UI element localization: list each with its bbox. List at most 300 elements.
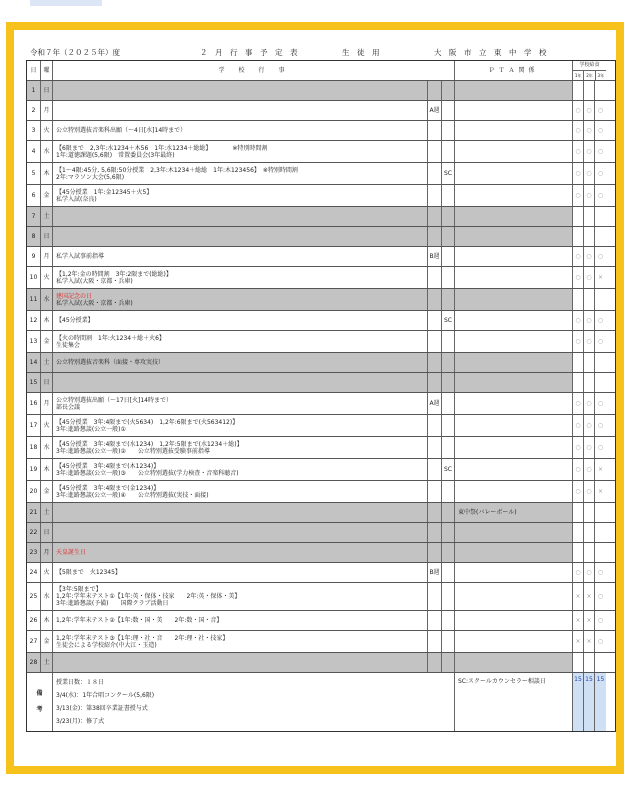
lunch-mark: ○ bbox=[594, 163, 606, 184]
event-line: 3年:進路懇談(公立一般)④ 公立特別選抜(実技・面接) bbox=[56, 491, 209, 499]
row-week-mark bbox=[427, 481, 441, 502]
lunch-mark: ○ bbox=[594, 583, 606, 610]
row-week-mark bbox=[427, 543, 441, 562]
event-line: 私学入試事前指導 bbox=[56, 253, 105, 260]
row-pta bbox=[454, 353, 572, 372]
lunch-mark: ○ bbox=[594, 311, 606, 330]
row-events bbox=[52, 331, 427, 352]
event-line: 【45分授業 3年:4限まで(水1234) 1,2年:5限まで(水1234＋総)】 bbox=[56, 440, 243, 448]
row-day: 20 bbox=[29, 488, 38, 495]
row-events bbox=[52, 631, 427, 652]
table-row bbox=[27, 542, 615, 562]
row-week-mark bbox=[427, 583, 441, 610]
lunch-mark bbox=[594, 523, 606, 542]
remark-line: 授業日数：１８日 bbox=[56, 679, 105, 686]
row-events bbox=[52, 163, 427, 184]
lunch-mark bbox=[594, 503, 606, 522]
row-week-mark bbox=[427, 331, 441, 352]
table-row bbox=[27, 480, 615, 502]
event-line: 生徒集会 bbox=[56, 341, 81, 349]
lunch-mark bbox=[572, 207, 583, 226]
row-sc-mark bbox=[441, 503, 454, 522]
row-weekday: 火 bbox=[40, 267, 52, 288]
row-week-mark bbox=[427, 415, 441, 436]
lunch-mark: ○ bbox=[572, 437, 583, 458]
event-line: 3年:進路懇談(予備) 国際クラブ活動日 bbox=[56, 600, 169, 607]
row-day: 16 bbox=[29, 400, 38, 407]
row-weekday: 火 bbox=[40, 415, 52, 436]
row-week-mark bbox=[427, 311, 441, 330]
table-row bbox=[27, 162, 615, 184]
lunch-mark: ○ bbox=[572, 563, 583, 582]
row-sc-mark bbox=[441, 523, 454, 542]
row-events bbox=[52, 459, 427, 480]
lunch-mark: × bbox=[594, 267, 606, 288]
row-day: 3 bbox=[31, 127, 36, 134]
row-day: 15 bbox=[27, 373, 40, 392]
lunch-mark bbox=[594, 207, 606, 226]
row-weekday: 土 bbox=[40, 207, 52, 226]
row-events bbox=[52, 543, 427, 562]
lunch-mark: ○ bbox=[572, 185, 583, 206]
row-day: 13 bbox=[29, 338, 38, 345]
table-row bbox=[27, 100, 615, 120]
lunch-mark: × bbox=[583, 631, 594, 652]
lunch-mark: ○ bbox=[572, 247, 583, 266]
row-sc-mark bbox=[441, 543, 454, 562]
row-pta bbox=[454, 101, 572, 120]
row-pta bbox=[454, 311, 572, 330]
remarks-label-top: 備 bbox=[36, 690, 43, 697]
row-day: 8 bbox=[27, 227, 40, 246]
row-weekday: 木 bbox=[40, 459, 52, 480]
row-events bbox=[52, 393, 427, 414]
row-pta bbox=[454, 523, 572, 542]
row-week-mark bbox=[427, 437, 441, 458]
row-weekday: 日 bbox=[40, 227, 52, 246]
table-row bbox=[27, 414, 615, 436]
lunch-mark: ○ bbox=[572, 163, 583, 184]
row-day: 19 bbox=[29, 466, 38, 473]
row-sc-mark bbox=[441, 583, 454, 610]
lunch-mark: ○ bbox=[594, 563, 606, 582]
lunch-count: 15 bbox=[594, 673, 606, 731]
lunch-mark bbox=[594, 227, 606, 246]
table-row bbox=[27, 582, 615, 610]
row-sc-mark bbox=[441, 267, 454, 288]
event-line: 1年:道徳課題(5,6限) 常置委員会(3年最終) bbox=[56, 151, 175, 159]
event-line: 【45分授業 3年:4限まで(火5634) 1,2年:6限まで(火563412)】 bbox=[56, 418, 239, 426]
row-sc-mark bbox=[441, 289, 454, 310]
row-sc-mark bbox=[441, 353, 454, 372]
table-row bbox=[27, 436, 615, 458]
row-pta bbox=[454, 543, 572, 562]
row-sc-mark bbox=[441, 631, 454, 652]
row-sc-mark bbox=[441, 563, 454, 582]
row-weekday: 金 bbox=[40, 481, 52, 502]
lunch-mark bbox=[583, 543, 594, 562]
row-events bbox=[52, 141, 427, 162]
row-sc-mark bbox=[441, 437, 454, 458]
row-day: 21 bbox=[27, 503, 40, 522]
row-weekday: 日 bbox=[40, 81, 52, 100]
row-week-mark bbox=[427, 267, 441, 288]
table-row bbox=[27, 562, 615, 582]
row-weekday: 日 bbox=[40, 523, 52, 542]
header-weekday: 曜 bbox=[40, 61, 52, 80]
event-line: 部長会議 bbox=[56, 403, 81, 411]
lunch-mark: ○ bbox=[583, 331, 594, 352]
row-events bbox=[52, 289, 427, 310]
row-events bbox=[52, 653, 427, 672]
row-pta bbox=[454, 227, 572, 246]
lunch-mark bbox=[594, 289, 606, 310]
lunch-mark: ○ bbox=[572, 415, 583, 436]
lunch-mark: ○ bbox=[594, 141, 606, 162]
row-week-mark bbox=[427, 503, 441, 522]
row-week-mark: A週 bbox=[427, 393, 441, 414]
row-week-mark bbox=[427, 185, 441, 206]
row-weekday: 金 bbox=[40, 185, 52, 206]
row-sc-mark bbox=[441, 101, 454, 120]
row-sc-mark bbox=[441, 121, 454, 140]
lunch-mark: ○ bbox=[594, 185, 606, 206]
lunch-mark: × bbox=[572, 631, 583, 652]
row-weekday: 金 bbox=[40, 631, 52, 652]
table-header bbox=[27, 61, 615, 80]
event-line: 【3年:5限まで】 bbox=[56, 586, 102, 593]
lunch-mark bbox=[572, 503, 583, 522]
table-row bbox=[27, 352, 615, 372]
lunch-mark: ○ bbox=[594, 393, 606, 414]
header-events: 学 校 行 事 bbox=[52, 61, 454, 80]
header-lunch-grade: 1年 bbox=[574, 73, 582, 78]
row-sc-mark bbox=[441, 185, 454, 206]
row-day: 11 bbox=[27, 289, 40, 310]
lunch-mark bbox=[572, 353, 583, 372]
header-day: 日 bbox=[30, 67, 37, 74]
row-sc-mark bbox=[441, 331, 454, 352]
row-sc-mark bbox=[441, 611, 454, 630]
lunch-mark bbox=[594, 373, 606, 392]
row-events bbox=[52, 267, 427, 288]
row-weekday: 土 bbox=[40, 653, 52, 672]
lunch-mark: ○ bbox=[583, 415, 594, 436]
lunch-count: 15 bbox=[583, 673, 594, 731]
lunch-mark: ○ bbox=[583, 185, 594, 206]
row-events bbox=[52, 437, 427, 458]
row-day: 2 bbox=[31, 107, 36, 114]
row-pta: 東中祭(バレーボール) bbox=[454, 503, 572, 522]
table-row bbox=[27, 392, 615, 414]
event-line: 2年:マラソン大会(5,6限) bbox=[56, 173, 125, 181]
row-weekday: 月 bbox=[40, 543, 52, 562]
table-row bbox=[27, 522, 615, 542]
row-weekday: 水 bbox=[40, 289, 52, 310]
lunch-mark bbox=[572, 653, 583, 672]
document-title bbox=[22, 44, 614, 60]
lunch-mark bbox=[594, 543, 606, 562]
table-row bbox=[27, 140, 615, 162]
row-weekday: 金 bbox=[40, 331, 52, 352]
lunch-mark bbox=[572, 289, 583, 310]
row-day: 18 bbox=[29, 444, 38, 451]
lunch-mark: × bbox=[572, 611, 583, 630]
row-day: 12 bbox=[29, 317, 38, 324]
event-line: 私学入試(大阪・京都・兵庫) bbox=[56, 299, 133, 307]
row-weekday: 木 bbox=[40, 611, 52, 630]
lunch-count: 15 bbox=[572, 673, 583, 731]
table-row bbox=[27, 184, 615, 206]
row-sc-mark bbox=[441, 393, 454, 414]
row-day: 17 bbox=[29, 422, 38, 429]
row-events bbox=[52, 247, 427, 266]
remarks-label-bottom: 考 bbox=[36, 706, 43, 713]
event-line: 【火の時間割 1年:火1234＋総＋火6】 bbox=[56, 334, 165, 342]
remark-line: 3/23(月)：修了式 bbox=[56, 718, 105, 725]
row-week-mark bbox=[427, 353, 441, 372]
row-week-mark bbox=[427, 523, 441, 542]
row-pta bbox=[454, 373, 572, 392]
table-row bbox=[27, 610, 615, 630]
row-pta bbox=[454, 415, 572, 436]
row-sc-mark bbox=[441, 141, 454, 162]
row-events bbox=[52, 121, 427, 140]
row-weekday: 火 bbox=[40, 121, 52, 140]
lunch-mark bbox=[572, 373, 583, 392]
row-day: 27 bbox=[29, 638, 38, 645]
lunch-mark: ○ bbox=[583, 267, 594, 288]
lunch-mark: ○ bbox=[583, 247, 594, 266]
row-sc-mark bbox=[441, 373, 454, 392]
row-sc-mark: SC bbox=[441, 459, 454, 480]
event-line: 【6限まで 2,3年:水1234＋木56 1年:水1234＋総総】 ※特別時間割 bbox=[56, 144, 268, 152]
lunch-mark bbox=[583, 523, 594, 542]
row-events bbox=[52, 415, 427, 436]
table-row bbox=[27, 330, 615, 352]
row-sc-mark bbox=[441, 81, 454, 100]
row-pta bbox=[454, 247, 572, 266]
lunch-mark: ○ bbox=[572, 101, 583, 120]
lunch-mark bbox=[572, 543, 583, 562]
row-pta bbox=[454, 331, 572, 352]
row-pta bbox=[454, 185, 572, 206]
lunch-mark bbox=[583, 207, 594, 226]
event-line: 【45分授業】 bbox=[56, 317, 94, 324]
table-row bbox=[27, 652, 615, 672]
event-line: 1,2年:学年末テスト②【1年:数・国・美 2年:数・国・音】 bbox=[56, 617, 223, 624]
lunch-mark: × bbox=[583, 611, 594, 630]
row-week-mark bbox=[427, 459, 441, 480]
row-events bbox=[52, 481, 427, 502]
remarks-section bbox=[27, 672, 615, 731]
row-events bbox=[52, 311, 427, 330]
event-line: 【45分授業 3年:4限まで(金1234)】 bbox=[56, 484, 160, 492]
event-line: 3年:進路懇談(公立一般)② 公立特別選抜受験事前指導 bbox=[56, 447, 210, 455]
title-school: 大 阪 市 立 東 中 学 校 bbox=[434, 48, 547, 57]
title-year: 令和７年（２０２５年）度 bbox=[30, 48, 120, 57]
row-sc-mark: SC bbox=[441, 311, 454, 330]
row-sc-mark: SC bbox=[441, 163, 454, 184]
lunch-mark: ○ bbox=[572, 141, 583, 162]
lunch-mark: ○ bbox=[583, 459, 594, 480]
row-pta bbox=[454, 289, 572, 310]
lunch-mark: ○ bbox=[583, 141, 594, 162]
row-weekday: 水 bbox=[40, 437, 52, 458]
row-sc-mark bbox=[441, 227, 454, 246]
row-day: 4 bbox=[31, 148, 36, 155]
event-line: 【1～4限:45分, 5,6限:50分授業 2,3年:木1234＋総総 1年:木123456】 ※特別時間割 bbox=[56, 166, 298, 174]
event-line: 【45分授業 1年:金12345＋火5】 bbox=[56, 188, 153, 196]
lunch-mark: ○ bbox=[583, 101, 594, 120]
row-events bbox=[52, 611, 427, 630]
lunch-mark bbox=[583, 373, 594, 392]
row-week-mark bbox=[427, 631, 441, 652]
row-sc-mark bbox=[441, 415, 454, 436]
row-pta bbox=[454, 583, 572, 610]
lunch-mark: ○ bbox=[583, 163, 594, 184]
table-row bbox=[27, 310, 615, 330]
row-events bbox=[52, 353, 427, 372]
table-row bbox=[27, 630, 615, 652]
lunch-mark bbox=[583, 81, 594, 100]
event-line: 生徒会による学校紹介(中大江・玉造) bbox=[56, 641, 157, 649]
header-lunch-grade: 2年 bbox=[583, 71, 594, 80]
lunch-mark: ○ bbox=[594, 121, 606, 140]
event-line: 私学入試(大阪・京都・兵庫) bbox=[56, 277, 133, 285]
row-day: 5 bbox=[31, 170, 36, 177]
row-events bbox=[52, 185, 427, 206]
lunch-mark bbox=[583, 503, 594, 522]
event-line: 私学入試(奈良) bbox=[56, 195, 97, 203]
table-row bbox=[27, 502, 615, 522]
row-week-mark bbox=[427, 81, 441, 100]
row-weekday: 土 bbox=[40, 503, 52, 522]
row-week-mark bbox=[427, 611, 441, 630]
row-day: 6 bbox=[31, 192, 36, 199]
event-line: 1,2年:学年末テスト③【1年:理・社・音 2年:理・社・技家】 bbox=[56, 634, 229, 642]
lunch-mark: ○ bbox=[583, 481, 594, 502]
row-events bbox=[52, 101, 427, 120]
row-pta bbox=[454, 437, 572, 458]
event-line: 公立特別選抜音楽科出願（～4日[水]14時まで） bbox=[56, 127, 187, 134]
row-pta bbox=[454, 611, 572, 630]
row-sc-mark bbox=[441, 247, 454, 266]
row-week-mark bbox=[427, 163, 441, 184]
row-day: 26 bbox=[29, 617, 38, 624]
row-events bbox=[52, 583, 427, 610]
row-pta bbox=[454, 207, 572, 226]
row-weekday: 木 bbox=[40, 163, 52, 184]
schedule-table bbox=[26, 60, 616, 732]
row-events bbox=[52, 563, 427, 582]
event-line: 公立特別選抜音楽科（面接・専攻実技） bbox=[56, 359, 165, 366]
lunch-mark: ○ bbox=[572, 331, 583, 352]
event-line: 【5限まで 火12345】 bbox=[56, 569, 121, 576]
header-lunch bbox=[572, 61, 606, 80]
row-pta bbox=[454, 653, 572, 672]
row-day: 7 bbox=[27, 207, 40, 226]
event-line: 【45分授業 3年:4限まで(木1234)】 bbox=[56, 462, 160, 470]
row-week-mark: A週 bbox=[427, 101, 441, 120]
table-row bbox=[27, 458, 615, 480]
lunch-mark bbox=[594, 653, 606, 672]
row-day: 23 bbox=[27, 543, 40, 562]
row-sc-mark bbox=[441, 653, 454, 672]
row-weekday: 火 bbox=[40, 563, 52, 582]
table-row bbox=[27, 246, 615, 266]
row-events bbox=[52, 503, 427, 522]
row-pta bbox=[454, 563, 572, 582]
row-day: 22 bbox=[27, 523, 40, 542]
row-week-mark: B週 bbox=[427, 563, 441, 582]
row-day: 10 bbox=[29, 274, 38, 281]
lunch-mark bbox=[572, 81, 583, 100]
lunch-mark: ○ bbox=[583, 121, 594, 140]
row-weekday: 日 bbox=[40, 373, 52, 392]
table-row bbox=[27, 120, 615, 140]
row-week-mark bbox=[427, 289, 441, 310]
row-weekday: 水 bbox=[40, 583, 52, 610]
header-pta: ＰＴＡ関係 bbox=[454, 61, 572, 80]
row-pta bbox=[454, 81, 572, 100]
row-weekday: 木 bbox=[40, 311, 52, 330]
lunch-mark: ○ bbox=[572, 393, 583, 414]
row-weekday: 月 bbox=[40, 101, 52, 120]
lunch-mark: × bbox=[594, 481, 606, 502]
row-day: 1 bbox=[27, 81, 40, 100]
row-week-mark: B週 bbox=[427, 247, 441, 266]
row-week-mark bbox=[427, 373, 441, 392]
row-weekday: 月 bbox=[40, 247, 52, 266]
row-events bbox=[52, 523, 427, 542]
remark-line: 3/4(水)：1年合唱コンクール(5,6限) bbox=[56, 692, 155, 699]
lunch-mark: ○ bbox=[594, 415, 606, 436]
row-sc-mark bbox=[441, 481, 454, 502]
lunch-mark: × bbox=[583, 583, 594, 610]
lunch-mark: × bbox=[594, 459, 606, 480]
row-pta bbox=[454, 459, 572, 480]
header-lunch-title: 学校給食 bbox=[573, 61, 606, 71]
remark-line: 3/13(金)：第38回卒業証書授与式 bbox=[56, 705, 148, 712]
row-weekday: 土 bbox=[40, 353, 52, 372]
row-day: 28 bbox=[27, 653, 40, 672]
lunch-mark: × bbox=[572, 583, 583, 610]
row-events bbox=[52, 373, 427, 392]
table-row bbox=[27, 80, 615, 100]
remarks-pta-note: SC:スクールカウンセラー相談日 bbox=[454, 673, 572, 731]
lunch-mark bbox=[572, 227, 583, 246]
remarks-label bbox=[27, 673, 52, 731]
row-week-mark bbox=[427, 227, 441, 246]
lunch-mark: ○ bbox=[583, 437, 594, 458]
lunch-mark: ○ bbox=[572, 121, 583, 140]
title-document: ２ 月 行 事 予 定 表 bbox=[200, 48, 298, 57]
lunch-mark: ○ bbox=[594, 331, 606, 352]
lunch-mark bbox=[583, 289, 594, 310]
event-line: 3年:進路懇談(公立一般)③ 公立特別選抜(学力検査・音楽科聴音) bbox=[56, 469, 239, 477]
lunch-mark: ○ bbox=[594, 437, 606, 458]
row-week-mark bbox=[427, 141, 441, 162]
row-pta bbox=[454, 163, 572, 184]
lunch-mark: ○ bbox=[594, 611, 606, 630]
row-pta bbox=[454, 121, 572, 140]
row-weekday: 月 bbox=[40, 393, 52, 414]
lunch-mark: ○ bbox=[594, 247, 606, 266]
row-pta bbox=[454, 267, 572, 288]
event-line: 天皇誕生日 bbox=[56, 549, 87, 556]
row-events bbox=[52, 81, 427, 100]
